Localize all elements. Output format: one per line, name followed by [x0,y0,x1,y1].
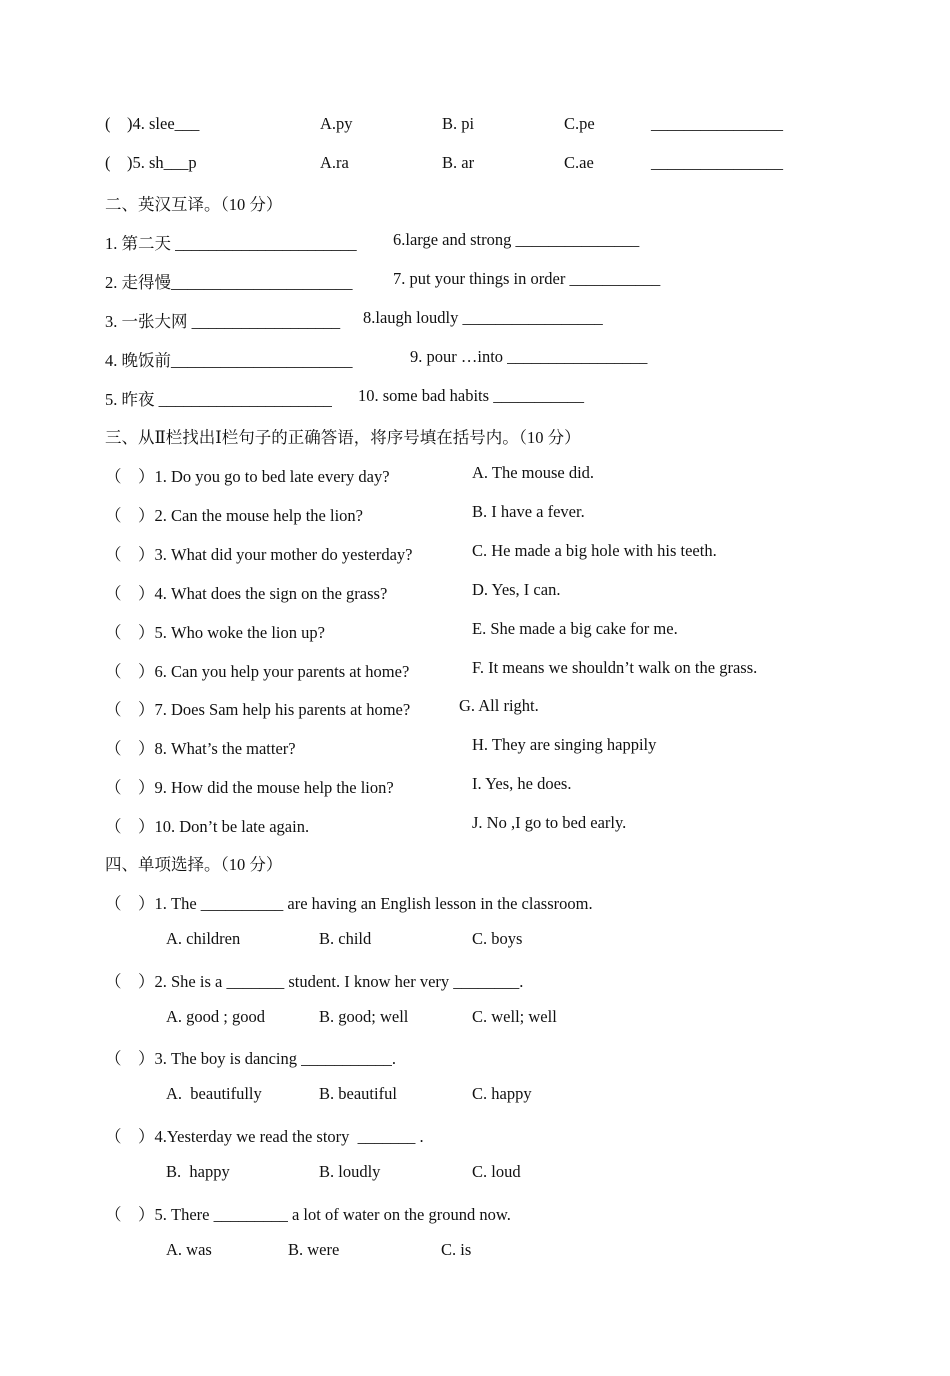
matching-question: （ ）7. Does Sam help his parents at home? [105,700,411,719]
matching-answer: B. I have a fever. [472,502,585,521]
translation-right: 7. put your things in order ___________ [393,269,661,288]
section-2-heading: 二、英汉互译。（10 分） [105,195,283,214]
option-a: B. happy [166,1162,230,1181]
choice-stem: （ ）4.Yesterday we read the story _______ . [105,1127,424,1146]
matching-answer: C. He made a big hole with his teeth. [472,541,717,560]
question-stem: ( )5. sh___p [105,153,197,172]
option-b: B. beautiful [319,1084,397,1103]
translation-left: 1. 第二天 ______________________ [105,234,357,253]
answer-blank: ________________ [651,153,783,172]
option-a: A. beautifully [166,1084,262,1103]
matching-question: （ ）1. Do you go to bed late every day? [105,467,390,486]
matching-answer: E. She made a big cake for me. [472,619,678,638]
option-b: B. good; well [319,1007,409,1026]
translation-left: 4. 晚饭前______________________ [105,351,353,370]
option-b: B. ar [442,153,475,172]
option-a: A. was [166,1240,212,1259]
translation-right: 8.laugh loudly _________________ [363,308,603,327]
matching-question: （ ）6. Can you help your parents at home? [105,662,410,681]
matching-answer: A. The mouse did. [472,463,595,482]
option-b: B. were [288,1240,340,1259]
option-c: C. well; well [472,1007,557,1026]
option-c: C. loud [472,1162,521,1181]
matching-question: （ ）2. Can the mouse help the lion? [105,506,363,525]
option-a: A.py [320,114,353,133]
option-a: A.ra [320,153,349,172]
matching-answer: G. All right. [459,696,539,715]
translation-left: 3. 一张大网 __________________ [105,312,341,331]
option-c: C.pe [564,114,595,133]
option-a: A. children [166,929,241,948]
choice-stem: （ ）2. She is a _______ student. I know her very ________. [105,972,524,991]
matching-answer: H. They are singing happily [472,735,657,754]
matching-answer: I. Yes, he does. [472,774,572,793]
matching-answer: D. Yes, I can. [472,580,561,599]
matching-question: （ ）10. Don’t be late again. [105,817,310,836]
option-c: C.ae [564,153,594,172]
option-b: B. child [319,929,372,948]
section-3-heading: 三、从Ⅱ栏找出Ⅰ栏句子的正确答语，将序号填在括号内。（10 分） [105,428,581,447]
choice-stem: （ ）5. There _________ a lot of water on the ground now. [105,1205,511,1224]
option-b: B. pi [442,114,475,133]
matching-question: （ ）4. What does the sign on the grass? [105,584,388,603]
option-b: B. loudly [319,1162,381,1181]
matching-question: （ ）9. How did the mouse help the lion? [105,778,394,797]
question-stem: ( )4. slee___ [105,114,200,133]
translation-right: 6.large and strong _______________ [393,230,640,249]
section-4-heading: 四、单项选择。（10 分） [105,855,283,874]
option-c: C. happy [472,1084,532,1103]
option-c: C. boys [472,929,523,948]
translation-left: 2. 走得慢______________________ [105,273,353,292]
translation-right: 10. some bad habits ___________ [358,386,584,405]
answer-blank: ________________ [651,114,783,133]
choice-stem: （ ）3. The boy is dancing ___________. [105,1049,397,1068]
choice-stem: （ ）1. The __________ are having an English lesson in the classroom. [105,894,593,913]
option-a: A. good ; good [166,1007,265,1026]
translation-left: 5. 昨夜 _____________________ [105,390,332,409]
translation-right: 9. pour …into _________________ [410,347,648,366]
option-c: C. is [441,1240,472,1259]
matching-question: （ ）3. What did your mother do yesterday? [105,545,413,564]
matching-question: （ ）8. What’s the matter? [105,739,296,758]
matching-answer: J. No ,I go to bed early. [472,813,627,832]
matching-question: （ ）5. Who woke the lion up? [105,623,325,642]
matching-answer: F. It means we shouldn’t walk on the grass. [472,658,758,677]
